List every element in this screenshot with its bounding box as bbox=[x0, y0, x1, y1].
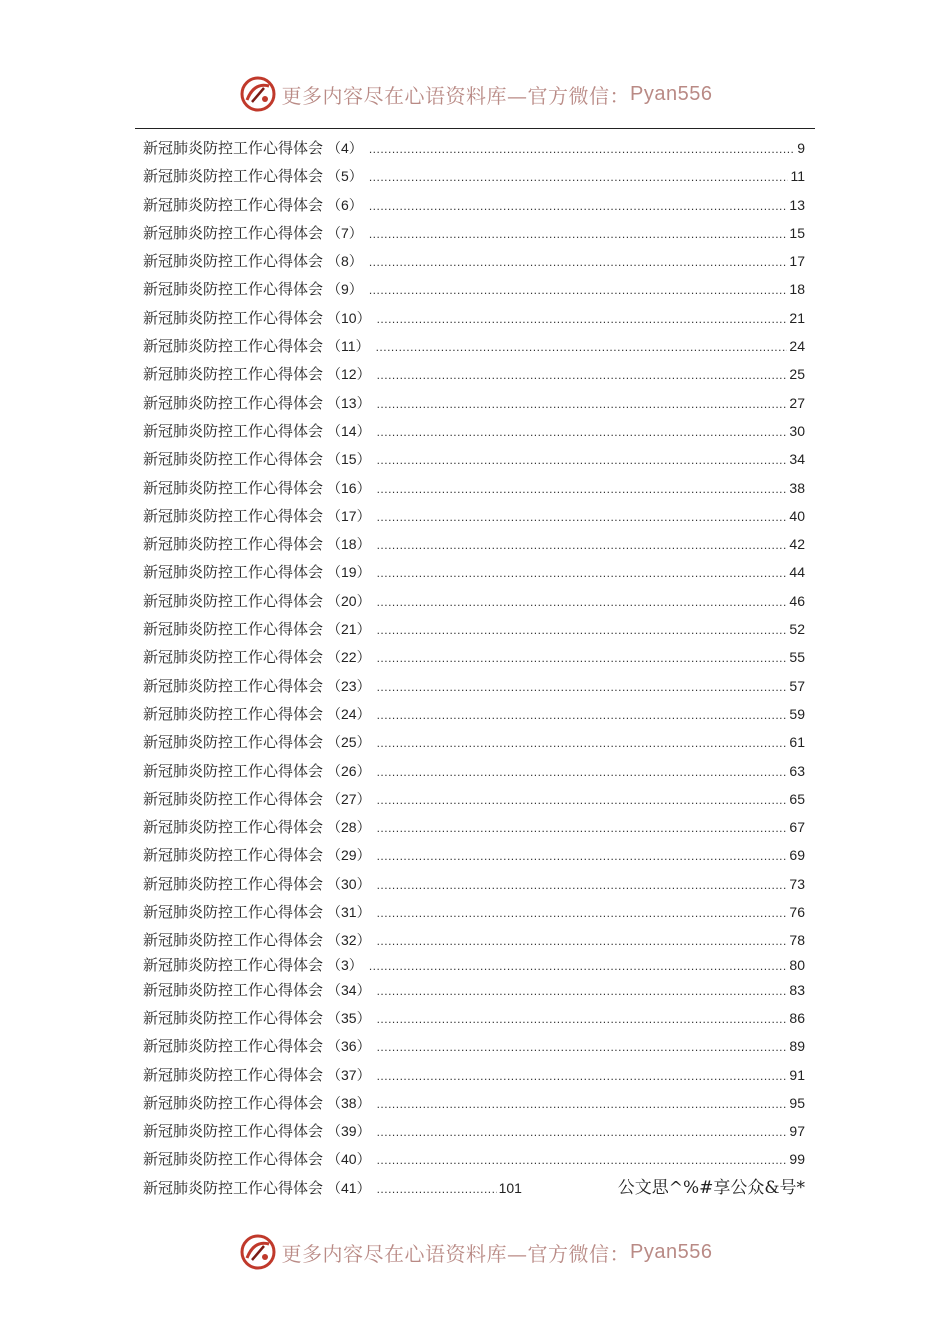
toc-entry[interactable] bbox=[143, 247, 805, 275]
toc-entry-page: 65 bbox=[789, 790, 805, 807]
toc-entry-page: 57 bbox=[789, 677, 805, 694]
toc-entry-page: 40 bbox=[789, 507, 805, 524]
toc-entry[interactable] bbox=[143, 1089, 805, 1117]
toc-leader-dots bbox=[369, 956, 788, 977]
toc-entry-title: 新冠肺炎防控工作心得体会 bbox=[143, 1037, 324, 1056]
toc-leader-dots bbox=[377, 503, 788, 531]
toc-entry[interactable] bbox=[143, 955, 805, 976]
toc-entry-title: 新冠肺炎防控工作心得体会 bbox=[143, 648, 324, 667]
toc-entry[interactable] bbox=[143, 870, 805, 898]
toc-entry-page: 61 bbox=[789, 734, 805, 751]
toc-leader-dots bbox=[377, 758, 788, 786]
toc-entry-title: 新冠肺炎防控工作心得体会 bbox=[143, 535, 324, 554]
toc-entry-number: （11） bbox=[327, 338, 370, 355]
toc-entry-title: 新冠肺炎防控工作心得体会 bbox=[143, 167, 324, 186]
toc-entry-number: （21） bbox=[327, 621, 371, 638]
toc-leader-dots bbox=[377, 1033, 788, 1061]
toc-entry-number: （34） bbox=[327, 981, 371, 998]
toc-entry-number: （16） bbox=[327, 479, 371, 496]
toc-entry-title: 新冠肺炎防控工作心得体会 bbox=[143, 1150, 324, 1169]
toc-entry-title: 新冠肺炎防控工作心得体会 bbox=[143, 733, 324, 752]
toc-entry-number: （17） bbox=[327, 507, 371, 524]
toc-entry-title: 新冠肺炎防控工作心得体会 bbox=[143, 195, 324, 214]
toc-entry[interactable] bbox=[143, 1145, 805, 1173]
toc-entry[interactable] bbox=[143, 898, 805, 926]
toc-entry-page: 63 bbox=[789, 762, 805, 779]
toc-entry-page: 13 bbox=[789, 196, 805, 213]
toc-entry-title: 新冠肺炎防控工作心得体会 bbox=[143, 139, 324, 157]
toc-entry-page: 83 bbox=[789, 981, 805, 998]
toc-leader-dots bbox=[377, 1175, 497, 1203]
toc-leader-dots bbox=[377, 786, 788, 814]
toc-entry-number: （20） bbox=[327, 592, 371, 609]
toc-entry[interactable] bbox=[143, 389, 805, 417]
toc-entry-page: 42 bbox=[789, 536, 805, 553]
toc-entry-title: 新冠肺炎防控工作心得体会 bbox=[143, 506, 324, 525]
toc-entry-number: （28） bbox=[327, 819, 371, 836]
toc-entry-page: 101 bbox=[498, 1179, 522, 1196]
toc-entry-number: （37） bbox=[327, 1066, 371, 1083]
toc-entry-title: 新冠肺炎防控工作心得体会 bbox=[143, 761, 324, 780]
toc-entry-title: 新冠肺炎防控工作心得体会 bbox=[143, 980, 324, 999]
toc-entry-number: （9） bbox=[327, 281, 363, 298]
toc-entry-title: 新冠肺炎防控工作心得体会 bbox=[143, 903, 324, 922]
toc-entry-number: （30） bbox=[327, 875, 371, 892]
logo-icon bbox=[238, 1232, 278, 1272]
toc-leader-dots bbox=[369, 163, 789, 191]
toc-entry[interactable] bbox=[143, 275, 805, 303]
toc-entry-number: （12） bbox=[327, 366, 371, 383]
toc-entry-number: （7） bbox=[327, 224, 363, 241]
toc-entry-title: 新冠肺炎防控工作心得体会 bbox=[143, 846, 324, 865]
toc-leader-dots bbox=[377, 305, 788, 333]
toc-entry[interactable] bbox=[143, 219, 805, 247]
toc-entry-number: （24） bbox=[327, 705, 371, 722]
toc-entry-number: （13） bbox=[327, 394, 371, 411]
toc-entry[interactable] bbox=[143, 134, 805, 162]
toc-entry[interactable] bbox=[143, 1174, 805, 1202]
toc-entry-page: 18 bbox=[789, 281, 805, 298]
toc-leader-dots bbox=[377, 814, 788, 842]
toc-leader-dots bbox=[377, 361, 788, 389]
toc-leader-dots bbox=[377, 1005, 788, 1033]
toc-leader-dots bbox=[377, 701, 788, 729]
toc-leader-dots bbox=[377, 390, 788, 418]
toc-entry-title: 新冠肺炎防控工作心得体会 bbox=[143, 393, 324, 412]
toc-entry-title: 新冠肺炎防控工作心得体会 bbox=[143, 1093, 324, 1112]
toc-entry-page: 27 bbox=[789, 394, 805, 411]
toc-entry-title: 新冠肺炎防控工作心得体会 bbox=[143, 1122, 324, 1141]
toc-entry-number: （31） bbox=[327, 904, 371, 921]
toc-entry-page: 89 bbox=[789, 1038, 805, 1055]
toc-entry-title: 新冠肺炎防控工作心得体会 bbox=[143, 955, 324, 974]
toc-entry-page: 99 bbox=[789, 1151, 805, 1168]
header-banner bbox=[0, 72, 950, 116]
toc-entry-page: 46 bbox=[789, 592, 805, 609]
toc-entry[interactable] bbox=[143, 813, 805, 841]
toc-entry-page: 15 bbox=[789, 224, 805, 241]
banner-wechat-id: Pyan556 bbox=[630, 1240, 713, 1263]
toc-entry-number: （3） bbox=[327, 956, 363, 973]
toc-leader-dots bbox=[369, 248, 788, 276]
toc-entry-number: （26） bbox=[327, 762, 371, 779]
toc-entry[interactable] bbox=[143, 1117, 805, 1145]
toc-leader-dots bbox=[377, 418, 788, 446]
toc-entry-page: 78 bbox=[789, 932, 805, 949]
toc-entry-number: （40） bbox=[327, 1151, 371, 1168]
toc-entry-title: 新冠肺炎防控工作心得体会 bbox=[143, 591, 324, 610]
toc-entry-page: 9 bbox=[797, 140, 805, 156]
toc-leader-dots bbox=[377, 927, 788, 955]
toc-entry-number: （6） bbox=[327, 196, 363, 213]
toc-leader-dots bbox=[377, 977, 788, 1005]
toc-entry-title: 新冠肺炎防控工作心得体会 bbox=[143, 563, 324, 582]
toc-leader-dots bbox=[377, 588, 788, 616]
footer-banner bbox=[0, 1230, 950, 1274]
toc-entry-number: （4） bbox=[327, 140, 363, 156]
toc-entry-title: 新冠肺炎防控工作心得体会 bbox=[143, 931, 324, 950]
toc-entry[interactable] bbox=[143, 700, 805, 728]
toc-leader-dots bbox=[377, 644, 788, 672]
toc-leader-dots bbox=[377, 1062, 788, 1090]
toc-entry-title: 新冠肺炎防控工作心得体会 bbox=[143, 421, 324, 440]
banner-wechat-id: Pyan556 bbox=[630, 82, 713, 105]
toc-entry-number: （22） bbox=[327, 649, 371, 666]
table-of-contents bbox=[143, 134, 805, 1202]
toc-entry-number: （35） bbox=[327, 1009, 371, 1026]
toc-leader-dots bbox=[377, 616, 788, 644]
toc-entry[interactable] bbox=[143, 332, 805, 360]
toc-leader-dots bbox=[377, 1146, 788, 1174]
toc-entry-title: 新冠肺炎防控工作心得体会 bbox=[143, 223, 324, 242]
toc-entry[interactable] bbox=[143, 615, 805, 643]
toc-entry[interactable] bbox=[143, 530, 805, 558]
toc-entry-page: 30 bbox=[789, 422, 805, 439]
toc-entry-number: （18） bbox=[327, 536, 371, 553]
toc-entry[interactable] bbox=[143, 785, 805, 813]
toc-entry-page: 80 bbox=[789, 956, 805, 973]
toc-entry-number: （27） bbox=[327, 790, 371, 807]
toc-entry-number: （19） bbox=[327, 564, 371, 581]
toc-leader-dots bbox=[377, 1118, 788, 1146]
toc-leader-dots bbox=[377, 871, 788, 899]
toc-entry[interactable] bbox=[143, 417, 805, 445]
toc-entry-page: 44 bbox=[789, 564, 805, 581]
toc-entry-number: （14） bbox=[327, 422, 371, 439]
toc-entry[interactable] bbox=[143, 587, 805, 615]
toc-entry-number: （8） bbox=[327, 253, 363, 270]
toc-entry-page: 52 bbox=[789, 621, 805, 638]
toc-entry-number: （39） bbox=[327, 1123, 371, 1140]
toc-leader-dots bbox=[377, 729, 788, 757]
toc-entry-page: 95 bbox=[789, 1094, 805, 1111]
logo-icon bbox=[238, 74, 278, 114]
toc-entry[interactable] bbox=[143, 191, 805, 219]
toc-leader-dots bbox=[369, 192, 788, 220]
toc-entry-page: 59 bbox=[789, 705, 805, 722]
toc-entry-number: （15） bbox=[327, 451, 371, 468]
toc-leader-dots bbox=[377, 842, 788, 870]
toc-leader-dots bbox=[369, 276, 788, 304]
toc-entry-number: （36） bbox=[327, 1038, 371, 1055]
toc-entry-page: 17 bbox=[789, 253, 805, 270]
toc-leader-dots bbox=[377, 673, 788, 701]
banner-text: 更多内容尽在心语资料库—官方微信： bbox=[281, 83, 631, 108]
toc-leader-dots bbox=[377, 559, 788, 587]
toc-entry-page: 24 bbox=[789, 338, 805, 355]
toc-entry[interactable] bbox=[143, 757, 805, 785]
toc-entry[interactable] bbox=[143, 445, 805, 473]
toc-entry[interactable] bbox=[143, 1004, 805, 1032]
toc-entry-number: （32） bbox=[327, 932, 371, 949]
toc-leader-dots bbox=[377, 475, 788, 503]
toc-entry-title: 新冠肺炎防控工作心得体会 bbox=[143, 818, 324, 837]
toc-entry-number: （38） bbox=[327, 1094, 371, 1111]
toc-entry-title: 新冠肺炎防控工作心得体会 bbox=[143, 676, 324, 695]
toc-entry-title: 新冠肺炎防控工作心得体会 bbox=[143, 450, 324, 469]
toc-entry-number: （29） bbox=[327, 847, 371, 864]
toc-entry-title: 新冠肺炎防控工作心得体会 bbox=[143, 620, 324, 639]
toc-leader-dots bbox=[377, 531, 788, 559]
toc-entry-number: （5） bbox=[327, 168, 363, 185]
toc-entry[interactable] bbox=[143, 558, 805, 586]
toc-entry-page: 11 bbox=[790, 168, 805, 185]
toc-entry[interactable] bbox=[143, 672, 805, 700]
toc-entry-title: 新冠肺炎防控工作心得体会 bbox=[143, 1065, 324, 1084]
toc-entry-page: 34 bbox=[789, 451, 805, 468]
toc-entry-page: 86 bbox=[789, 1009, 805, 1026]
header-rule bbox=[135, 128, 815, 129]
toc-entry-page: 21 bbox=[789, 309, 805, 326]
toc-entry-page: 67 bbox=[789, 819, 805, 836]
toc-entry-title: 新冠肺炎防控工作心得体会 bbox=[143, 365, 324, 384]
toc-entry-title: 新冠肺炎防控工作心得体会 bbox=[143, 280, 324, 299]
toc-entry-title: 新冠肺炎防控工作心得体会 bbox=[143, 874, 324, 893]
toc-entry[interactable] bbox=[143, 474, 805, 502]
toc-entry-page: 25 bbox=[789, 366, 805, 383]
toc-entry[interactable] bbox=[143, 976, 805, 1004]
toc-entry[interactable] bbox=[143, 360, 805, 388]
toc-entry-title: 新冠肺炎防控工作心得体会 bbox=[143, 1178, 324, 1197]
toc-entry-title: 新冠肺炎防控工作心得体会 bbox=[143, 704, 324, 723]
toc-entry-title: 新冠肺炎防控工作心得体会 bbox=[143, 478, 324, 497]
toc-entry-title: 新冠肺炎防控工作心得体会 bbox=[143, 308, 324, 327]
toc-entry-page: 76 bbox=[789, 904, 805, 921]
toc-entry-page: 69 bbox=[789, 847, 805, 864]
toc-entry-page: 91 bbox=[789, 1066, 805, 1083]
toc-entry[interactable] bbox=[143, 502, 805, 530]
toc-entry[interactable] bbox=[143, 1061, 805, 1089]
toc-leader-dots bbox=[369, 220, 788, 248]
toc-entry[interactable] bbox=[143, 643, 805, 671]
toc-entry-number: （10） bbox=[327, 309, 371, 326]
toc-leader-dots bbox=[377, 899, 788, 927]
toc-entry-page: 97 bbox=[789, 1123, 805, 1140]
toc-leader-dots bbox=[369, 135, 795, 163]
toc-leader-dots bbox=[377, 1090, 788, 1118]
banner-text: 更多内容尽在心语资料库—官方微信： bbox=[281, 1241, 631, 1266]
toc-entry-number: （23） bbox=[327, 677, 371, 694]
toc-entry-page: 55 bbox=[789, 649, 805, 666]
watermark-text: 公文思^%#享公众&号* bbox=[617, 1177, 805, 1198]
toc-entry[interactable] bbox=[143, 1032, 805, 1060]
toc-entry-page: 73 bbox=[789, 875, 805, 892]
toc-entry[interactable] bbox=[143, 728, 805, 756]
toc-leader-dots bbox=[376, 333, 788, 361]
toc-entry-title: 新冠肺炎防控工作心得体会 bbox=[143, 337, 324, 356]
toc-entry-title: 新冠肺炎防控工作心得体会 bbox=[143, 252, 324, 271]
toc-entry[interactable] bbox=[143, 162, 805, 190]
toc-entry[interactable] bbox=[143, 841, 805, 869]
toc-leader-dots bbox=[377, 446, 788, 474]
toc-entry-number: （41） bbox=[327, 1179, 371, 1196]
toc-entry-page: 38 bbox=[789, 479, 805, 496]
toc-entry[interactable] bbox=[143, 304, 805, 332]
toc-entry-title: 新冠肺炎防控工作心得体会 bbox=[143, 789, 324, 808]
toc-entry[interactable] bbox=[143, 926, 805, 954]
toc-entry-title: 新冠肺炎防控工作心得体会 bbox=[143, 1008, 324, 1027]
toc-entry-number: （25） bbox=[327, 734, 371, 751]
